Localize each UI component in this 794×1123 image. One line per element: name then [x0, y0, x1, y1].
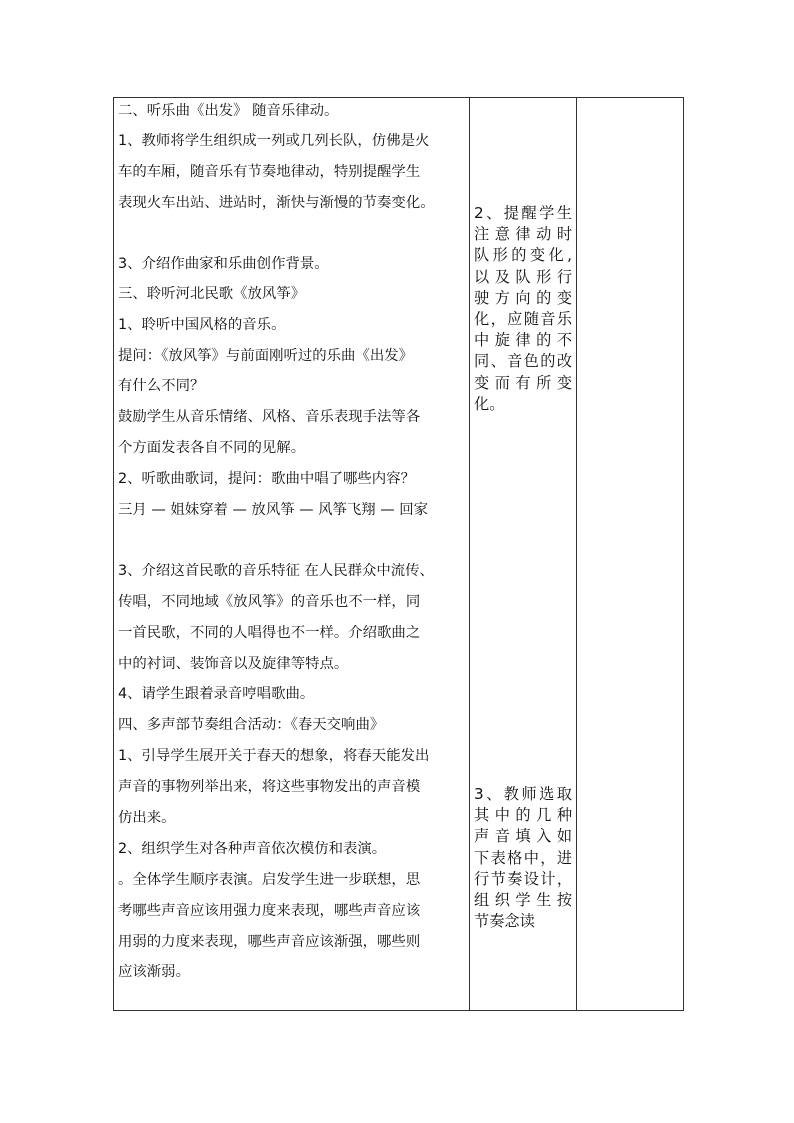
note-text-line: 队形的变化,	[474, 246, 572, 265]
column-divider-1	[469, 98, 470, 1010]
note-text-line: 2、提醒学生	[474, 204, 572, 222]
main-text-line: 传唱，不同地域《放风筝》的音乐也不一样，同	[118, 594, 421, 610]
lesson-plan-table	[113, 97, 684, 1011]
main-text-line: 1、教师将学生组织成一列或几列长队，仿佛是火	[118, 133, 430, 149]
note-text-line: 同、音色的改	[474, 352, 572, 371]
main-text-line: 仿出来。	[118, 810, 176, 826]
main-text-line: 应该渐弱。	[118, 964, 190, 980]
main-text-line: 三、聆听河北民歌《放风筝》	[118, 286, 306, 302]
main-text-line: 提问：《放风筝》与前面刚听过的乐曲《出发》	[118, 348, 414, 364]
main-text-line: 4、请学生跟着录音哼唱歌曲。	[118, 686, 315, 702]
note-text-line: 行节奏设计，	[474, 869, 572, 888]
note-text-line: 注意律动时	[474, 225, 572, 244]
main-text-line: 表现火车出站、进站时，渐快与渐慢的节奏变化。	[118, 195, 435, 211]
main-text-line: 3、介绍这首民歌的音乐特征 在人民群众中流传、	[118, 563, 434, 579]
column-divider-2	[576, 98, 577, 1010]
main-text-line: 2、组织学生对各种声音依次模仿和表演。	[118, 841, 387, 857]
note-text-line: 中旋律的不	[474, 331, 572, 350]
note-text-line: 其中的几种	[474, 806, 572, 825]
note-text-line: 化。	[474, 394, 505, 413]
note-text-line: 声音填入如	[474, 827, 572, 846]
main-text-line: 中的衬词、装饰音以及旋律等特点。	[118, 656, 349, 672]
main-text-line: 有什么不同？	[118, 378, 205, 394]
main-text-line: 车的车厢，随音乐有节奏地律动，特别提醒学生	[118, 164, 421, 180]
note-text-line: 驶方向的变	[474, 288, 572, 307]
note-text-line: 3、教师选取	[474, 785, 572, 803]
main-text-line: 。全体学生顺序表演。启发学生进一步联想，思	[118, 872, 421, 888]
note-text-line: 组织学生按	[474, 891, 572, 909]
note-text-line: 以及队形行	[474, 267, 572, 286]
main-text-line: 2、听歌曲歌词，提问：歌曲中唱了哪些内容？	[118, 471, 415, 487]
main-text-line: 个方面发表各自不同的见解。	[118, 440, 306, 456]
main-text-line: 用弱的力度来表现，哪些声音应该渐强，哪些则	[118, 934, 421, 950]
main-text-line: 3、介绍作曲家和乐曲创作背景。	[118, 256, 329, 272]
main-text-line: 考哪些声音应该用强力度来表现，哪些声音应该	[118, 903, 421, 919]
note-text-line: 变而有所变	[474, 373, 572, 392]
note-text-line: 下表格中，进	[474, 848, 572, 867]
main-text-line: 声音的事物列举出来，将这些事物发出的声音模	[118, 779, 421, 795]
main-text-line: 鼓励学生从音乐情绪、风格、音乐表现手法等各	[118, 409, 421, 425]
main-text-line: 二、听乐曲《出发》 随音乐律动。	[118, 103, 339, 119]
main-text-line: 四、多声部节奏组合活动：《春天交响曲》	[118, 717, 385, 733]
main-text-line: 一首民歌，不同的人唱得也不一样。介绍歌曲之	[118, 625, 421, 641]
main-text-line: 1、引导学生展开关于春天的想象，将春天能发出	[118, 748, 430, 764]
note-text-line: 节奏念读	[474, 912, 535, 931]
note-text-line: 化，应随音乐	[474, 310, 572, 328]
main-text-line: 三月 — 姐妹穿着 — 放风筝 — 风筝飞翔 — 回家	[118, 502, 429, 518]
main-text-line: 1、聆听中国风格的音乐。	[118, 317, 286, 333]
